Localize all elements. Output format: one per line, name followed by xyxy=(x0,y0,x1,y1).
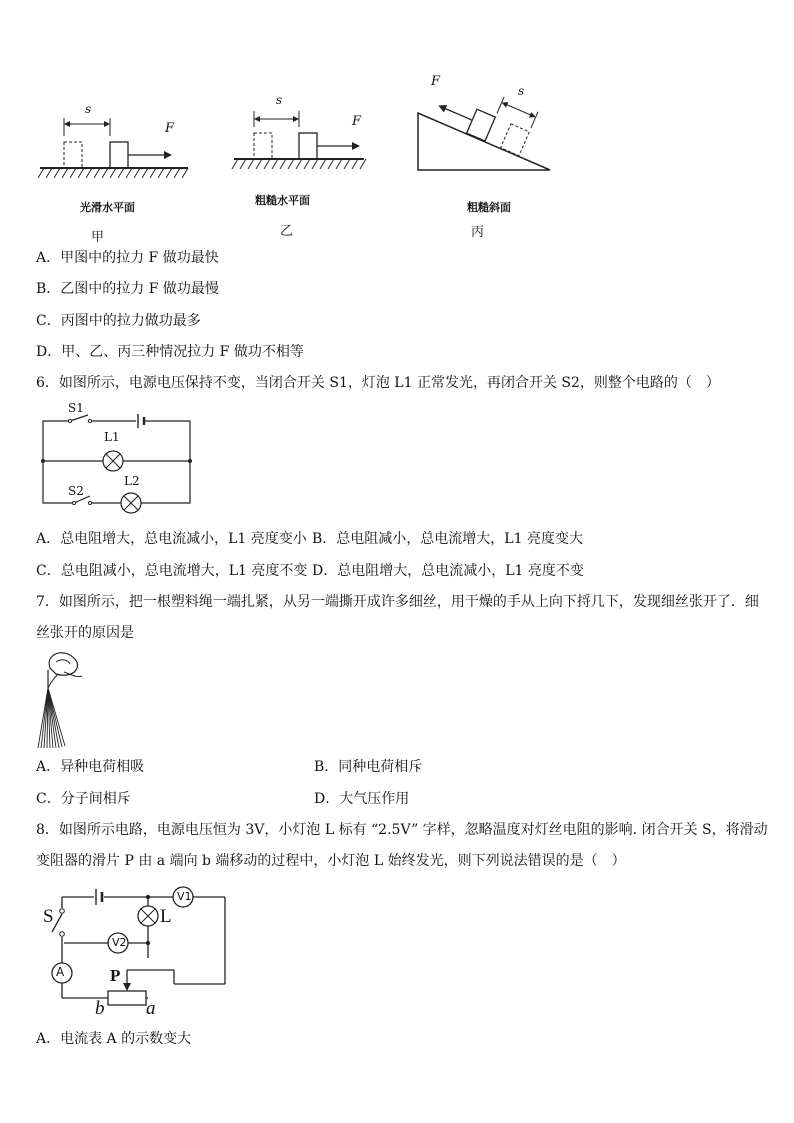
bing-tag: 丙 xyxy=(471,225,485,240)
q8-a-end-label: a xyxy=(146,998,156,1019)
jia-tag: 甲 xyxy=(91,230,105,245)
q8-v2-label: V2 xyxy=(112,936,127,949)
q8-v1-label: V1 xyxy=(177,890,192,903)
bing-f-label: F xyxy=(431,74,441,89)
figure-yi-diagram xyxy=(232,103,372,178)
q7-option-b: B．同种电荷相斥 xyxy=(314,759,423,775)
q8-b-end-label: b xyxy=(95,998,105,1019)
q5-option-b: B．乙图中的拉力 F 做功最慢 xyxy=(36,281,219,297)
q6-option-b: B．总电阻减小，总电流增大，L1 亮度变大 xyxy=(312,531,583,547)
q6-circuit xyxy=(40,405,200,515)
bing-s-label: s xyxy=(518,84,525,98)
q6-l1-label: L1 xyxy=(104,430,120,444)
q8-stem-line2: 变阻器的滑片 P 由 a 端向 b 端移动的过程中，小灯泡 L 始终发光，则下列说法错误的是（ ） xyxy=(36,853,626,869)
q7-stem-line2: 丝张开的原因是 xyxy=(36,625,134,641)
q6-s1-label: S1 xyxy=(68,401,84,415)
q8-a-meter-label: A xyxy=(56,965,65,979)
q8-option-a: A．电流表 A 的示数变大 xyxy=(36,1031,192,1047)
q8-stem-line1: 8．如图所示电路，电源电压恒为 3V，小灯泡 L 标有 “2.5V” 字样，忽略温度对灯丝电阻的影响. 闭合开关 S，将滑动 xyxy=(36,822,768,838)
q7-option-c: C．分子间相斥 xyxy=(36,791,131,807)
q7-stem-line1: 7．如图所示，把一根塑料绳一端扎紧，从另一端撕开成许多细丝，用干燥的手从上向下捋几下，发现细丝张开了．细 xyxy=(36,594,759,610)
q6-s2-label: S2 xyxy=(68,484,84,498)
figure-bing-diagram xyxy=(410,75,560,175)
q7-option-a: A．异种电荷相吸 xyxy=(36,759,145,775)
q8-s-label: S xyxy=(43,906,54,927)
q5-option-c: C．丙图中的拉力做功最多 xyxy=(36,313,201,329)
bing-caption: 粗糙斜面 xyxy=(467,201,511,214)
q6-option-a: A．总电阻增大，总电流减小，L1 亮度变小 xyxy=(36,531,307,547)
yi-tag: 乙 xyxy=(280,224,294,239)
q5-option-a: A．甲图中的拉力 F 做功最快 xyxy=(36,250,219,266)
q6-option-d: D．总电阻增大，总电流减小，L1 亮度不变 xyxy=(312,563,584,579)
q5-option-d: D．甲、乙、丙三种情况拉力 F 做功不相等 xyxy=(36,344,304,360)
yi-f-label: F xyxy=(352,114,362,129)
q8-circuit xyxy=(40,880,240,1020)
jia-f-label: F xyxy=(165,121,175,136)
jia-s-label: s xyxy=(85,102,92,116)
q6-l2-label: L2 xyxy=(124,474,140,488)
jia-caption: 光滑水平面 xyxy=(80,201,135,214)
q6-option-c: C．总电阻减小，总电流增大，L1 亮度不变 xyxy=(36,563,308,579)
q7-hand-strings-figure xyxy=(36,648,86,750)
q6-stem: 6．如图所示，电源电压保持不变，当闭合开关 S1，灯泡 L1 正常发光，再闭合开关 S2，则整个电路的（ ） xyxy=(36,375,720,391)
q8-p-label: P xyxy=(110,966,121,985)
q7-option-d: D．大气压作用 xyxy=(314,791,410,807)
yi-caption: 粗糙水平面 xyxy=(255,194,310,207)
q8-l-label: L xyxy=(160,906,172,927)
yi-s-label: s xyxy=(276,93,283,107)
